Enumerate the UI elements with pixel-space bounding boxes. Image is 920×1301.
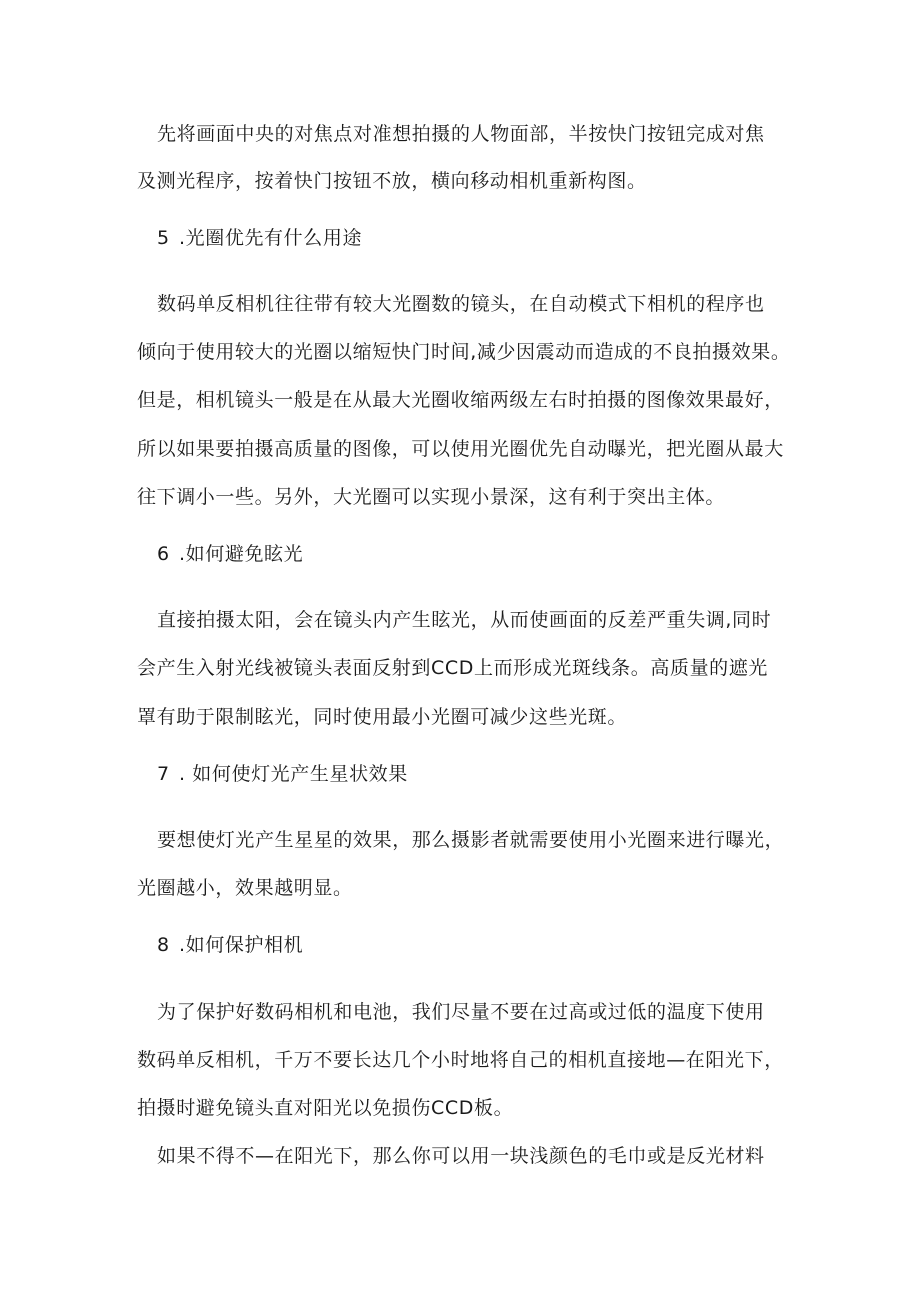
paragraph-line: 为了保护好数码相机和电池，我们尽量不要在过高或过低的温度下使用	[157, 1001, 765, 1023]
heading-text: .如何避免眩光	[179, 543, 304, 565]
section-heading	[157, 226, 362, 250]
section-heading	[157, 933, 303, 957]
paragraph-line: 会产生入射光线被镜头表面反射到CCD上而形成光斑线条。高质量的遮光	[137, 657, 768, 679]
section-heading	[157, 762, 408, 786]
paragraph-line: 数码单反相机，千万不要长达几个小时地将自己的相机直接地—在阳光下，	[137, 1049, 784, 1071]
paragraph-line: 罩有助于限制眩光，同时使用最小光圈可减少这些光斑。	[137, 706, 628, 728]
heading-number: 5	[157, 227, 170, 249]
heading-text: .如何保护相机	[179, 934, 304, 956]
heading-number: 6	[157, 543, 170, 565]
paragraph-line: 所以如果要拍摄高质量的图像，可以使用光圈优先自动曝光，把光圈从最大	[137, 438, 784, 460]
section-heading	[157, 542, 303, 566]
paragraph-line: 往下调小一些。另外，大光圈可以实现小景深，这有利于突出主体。	[137, 486, 726, 508]
heading-text: .光圈优先有什么用途	[179, 227, 363, 249]
paragraph-line: 要想使灯光产生星星的效果，那么摄影者就需要使用小光圈来进行曝光，	[157, 829, 785, 851]
paragraph-line: 拍摄时避免镜头直对阳光以免损伤CCD板。	[137, 1097, 514, 1119]
paragraph-line: 及测光程序，按着快门按钮不放，横向移动相机重新构图。	[137, 170, 647, 192]
paragraph-line: 先将画面中央的对焦点对准想拍摄的人物面部，半按快门按钮完成对焦	[157, 123, 765, 145]
heading-text: . 如何使灯光产生星状效果	[179, 763, 408, 785]
paragraph-line: 倾向于使用较大的光圈以缩短快门时间,减少因震动而造成的不良拍摄效果。	[137, 341, 791, 363]
heading-number: 8	[157, 934, 170, 956]
paragraph-line: 光圈越小，效果越明显。	[137, 877, 353, 899]
paragraph-line: 如果不得不—在阳光下，那么你可以用一块浅颜色的毛巾或是反光材料	[157, 1145, 765, 1167]
paragraph-line: 数码单反相机往往带有较大光圈数的镜头，在自动模式下相机的程序也	[157, 293, 765, 315]
heading-number: 7	[157, 763, 170, 785]
paragraph-line: 直接拍摄太阳，会在镜头内产生眩光，从而使画面的反差严重失调,同时	[157, 609, 772, 631]
paragraph-line: 但是，相机镜头一般是在从最大光圈收缩两级左右时拍摄的图像效果最好，	[137, 389, 784, 411]
